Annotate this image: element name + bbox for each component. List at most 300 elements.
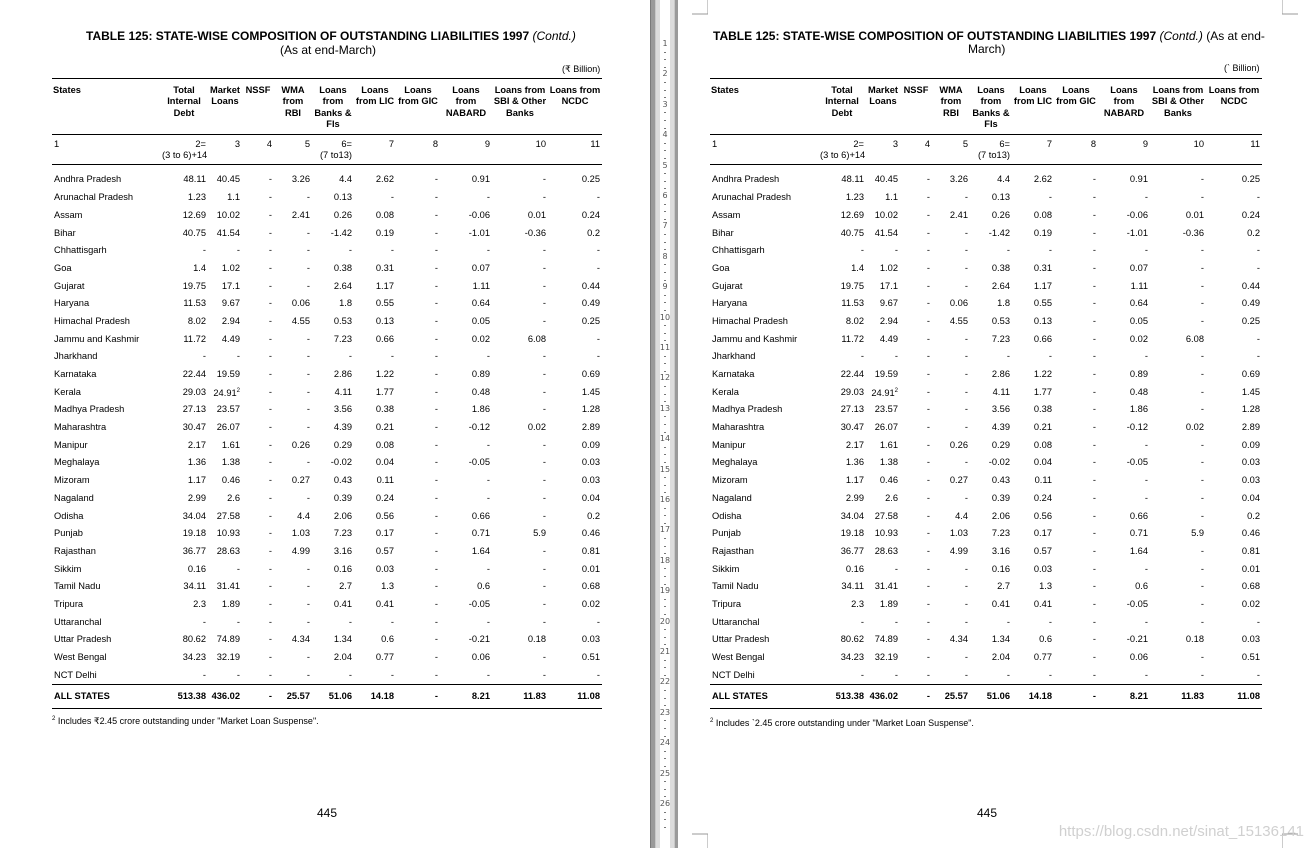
state-name-cell: West Bengal xyxy=(54,652,107,663)
ruler-number: 17 xyxy=(659,525,671,535)
value-cell: 0.24 xyxy=(1241,209,1260,220)
ruler-tick xyxy=(664,340,666,341)
value-cell: 0.03 xyxy=(1241,634,1260,645)
value-cell: 24.91$^2$ xyxy=(213,387,240,398)
value-cell: 0.17 xyxy=(375,528,394,539)
value-cell: 2.94 xyxy=(879,315,898,326)
value-cell: -0.02 xyxy=(330,457,352,468)
column-number: 6= (7 to13) xyxy=(312,134,354,164)
state-name-cell: NCT Delhi xyxy=(54,669,97,680)
table-row xyxy=(710,507,1262,525)
value-cell: - xyxy=(268,386,272,397)
ruler-tick xyxy=(664,67,666,68)
value-cell: 7.23 xyxy=(991,333,1010,344)
value-cell: 2.94 xyxy=(221,315,240,326)
value-cell: - xyxy=(542,298,546,309)
corner-mark-icon xyxy=(692,0,708,16)
column-header: Loans from SBI & Other Banks xyxy=(492,79,548,135)
value-cell: 0.46 xyxy=(879,475,898,486)
value-cell: 0.6 xyxy=(1135,581,1148,592)
value-cell: - xyxy=(268,598,272,609)
value-cell: - xyxy=(542,315,546,326)
corner-mark-icon xyxy=(692,832,708,848)
table-row xyxy=(710,418,1262,436)
ruler-tick xyxy=(664,827,666,828)
value-cell: - xyxy=(1092,351,1096,362)
value-cell: 0.55 xyxy=(375,298,394,309)
state-name-cell: Uttaranchal xyxy=(54,616,102,627)
value-cell: - xyxy=(486,192,490,203)
state-name-cell: Himachal Pradesh xyxy=(712,315,788,326)
liabilities-table xyxy=(710,78,1262,709)
total-value: 14.18 xyxy=(354,684,396,708)
table-row xyxy=(52,489,602,507)
ruler-tick xyxy=(664,515,666,516)
value-cell: 0.13 xyxy=(991,192,1010,203)
value-cell: 4.99 xyxy=(291,545,310,556)
state-name-cell: Nagaland xyxy=(54,492,94,503)
column-number: 1 xyxy=(710,134,818,164)
value-cell: 0.57 xyxy=(375,545,394,556)
ruler-tick xyxy=(664,249,666,250)
ruler-number: 5 xyxy=(662,160,668,170)
state-name-cell: Meghalaya xyxy=(712,457,758,468)
value-cell: - xyxy=(434,369,438,380)
table-row xyxy=(52,507,602,525)
value-cell: - xyxy=(306,333,310,344)
value-cell: - xyxy=(1144,245,1148,256)
value-cell: 0.41 xyxy=(375,598,394,609)
value-cell: - xyxy=(1200,386,1204,397)
value-cell: 27.13 xyxy=(840,404,864,415)
value-cell: - xyxy=(1092,652,1096,663)
value-cell: - xyxy=(306,245,310,256)
value-cell: - xyxy=(894,616,898,627)
value-cell: - xyxy=(860,245,864,256)
value-cell: 4.4 xyxy=(339,174,352,185)
column-number: 10 xyxy=(492,134,548,164)
table-row xyxy=(52,312,602,330)
value-cell: - xyxy=(348,351,352,362)
value-cell: 2.89 xyxy=(1241,422,1260,433)
value-cell: - xyxy=(268,298,272,309)
value-cell: - xyxy=(926,351,930,362)
column-number: 1 xyxy=(52,134,160,164)
value-cell: 0.71 xyxy=(1129,528,1148,539)
table-row xyxy=(52,436,602,454)
value-cell: 1.17 xyxy=(1033,280,1052,291)
value-cell: 0.01 xyxy=(527,209,546,220)
value-cell: - xyxy=(202,245,206,256)
ruler-tick xyxy=(664,553,666,554)
ruler-tick xyxy=(664,720,666,721)
value-cell: 0.02 xyxy=(1129,333,1148,344)
column-header: States xyxy=(710,79,818,135)
table-row xyxy=(710,401,1262,419)
value-cell: 22.44 xyxy=(182,369,206,380)
value-cell: 0.48 xyxy=(1129,386,1148,397)
value-cell: - xyxy=(306,262,310,273)
value-cell: 23.57 xyxy=(874,404,898,415)
value-cell: - xyxy=(306,280,310,291)
value-cell: 7.23 xyxy=(333,528,352,539)
value-cell: - xyxy=(434,457,438,468)
value-cell: 0.05 xyxy=(1129,315,1148,326)
ruler-tick xyxy=(664,272,666,273)
value-cell: 1.1 xyxy=(885,192,898,203)
value-cell: 0.89 xyxy=(1129,369,1148,380)
value-cell: 0.48 xyxy=(471,386,490,397)
value-cell: - xyxy=(964,192,968,203)
column-header: Loans from NABARD xyxy=(1098,79,1150,135)
value-cell: 0.03 xyxy=(1241,475,1260,486)
value-cell: 0.01 xyxy=(1241,563,1260,574)
value-cell: - xyxy=(926,439,930,450)
table-row xyxy=(52,188,602,206)
value-cell: 7.23 xyxy=(991,528,1010,539)
value-cell: 0.26 xyxy=(991,209,1010,220)
value-cell: 0.56 xyxy=(375,510,394,521)
value-cell: 0.04 xyxy=(1033,457,1052,468)
value-cell: 0.07 xyxy=(1129,262,1148,273)
value-cell: 4.49 xyxy=(221,333,240,344)
ruler-number: 26 xyxy=(659,799,671,808)
value-cell: - xyxy=(268,439,272,450)
value-cell: 5.9 xyxy=(1191,528,1204,539)
value-cell: 2.7 xyxy=(339,581,352,592)
value-cell: - xyxy=(1092,669,1096,680)
value-cell: - xyxy=(268,404,272,415)
value-cell: - xyxy=(894,351,898,362)
value-cell: 10.02 xyxy=(216,209,240,220)
ruler-tick xyxy=(664,637,666,638)
value-cell: 2.86 xyxy=(991,369,1010,380)
value-cell: - xyxy=(1092,475,1096,486)
value-cell: 0.25 xyxy=(1241,174,1260,185)
state-name-cell: Goa xyxy=(712,262,730,273)
table-row xyxy=(710,648,1262,666)
value-cell: - xyxy=(1200,669,1204,680)
value-cell: 27.13 xyxy=(182,404,206,415)
value-cell: 0.03 xyxy=(375,563,394,574)
ruler-number: 4 xyxy=(662,130,668,140)
unit-label: (` Billion) xyxy=(1224,63,1260,73)
value-cell: 0.51 xyxy=(581,652,600,663)
ruler-tick xyxy=(664,546,666,547)
state-name-cell: Chhattisgarh xyxy=(54,245,107,256)
value-cell: 2.04 xyxy=(991,652,1010,663)
value-cell: - xyxy=(306,652,310,663)
ruler-tick xyxy=(664,698,666,699)
value-cell: 27.58 xyxy=(874,510,898,521)
ruler-number: 15 xyxy=(659,464,671,474)
value-cell: - xyxy=(434,439,438,450)
state-name-cell: Sikkim xyxy=(54,563,82,574)
value-cell: 32.19 xyxy=(216,652,240,663)
value-cell: - xyxy=(1144,475,1148,486)
state-name-cell: Tamil Nadu xyxy=(54,581,101,592)
table-row xyxy=(710,383,1262,401)
value-cell: - xyxy=(306,192,310,203)
value-cell: -0.36 xyxy=(1182,227,1204,238)
value-cell: 74.89 xyxy=(216,634,240,645)
ruler-tick xyxy=(664,432,666,433)
value-cell: 0.25 xyxy=(581,174,600,185)
ruler-number: 9 xyxy=(662,282,668,292)
state-name-cell: Goa xyxy=(54,262,72,273)
ruler-tick xyxy=(664,90,666,91)
value-cell: - xyxy=(434,581,438,592)
value-cell: 0.6 xyxy=(477,581,490,592)
value-cell: 1.28 xyxy=(1241,404,1260,415)
ruler-number: 3 xyxy=(662,99,668,109)
value-cell: - xyxy=(1200,475,1204,486)
value-cell: 0.06 xyxy=(949,298,968,309)
value-cell: 0.43 xyxy=(333,475,352,486)
value-cell: 0.09 xyxy=(1241,439,1260,450)
column-number: 7 xyxy=(1012,134,1054,164)
value-cell: - xyxy=(542,581,546,592)
ruler-tick xyxy=(664,477,666,478)
value-cell: 0.2 xyxy=(1247,227,1260,238)
value-cell: 4.55 xyxy=(949,315,968,326)
value-cell: 0.6 xyxy=(1039,634,1052,645)
table-row xyxy=(52,241,602,259)
value-cell: 0.38 xyxy=(1033,404,1052,415)
value-cell: - xyxy=(434,209,438,220)
state-name-cell: Bihar xyxy=(54,227,76,238)
table-row xyxy=(52,454,602,472)
corner-mark-icon xyxy=(1282,0,1298,16)
value-cell: 0.09 xyxy=(581,439,600,450)
ruler-number: 19 xyxy=(659,586,671,596)
value-cell: 0.53 xyxy=(991,315,1010,326)
value-cell: 0.44 xyxy=(1241,280,1260,291)
column-header: NSSF xyxy=(900,79,932,135)
ruler-number: 20 xyxy=(659,616,671,626)
value-cell: - xyxy=(1200,563,1204,574)
ruler-tick xyxy=(664,789,666,790)
value-cell: 10.93 xyxy=(216,528,240,539)
value-cell: - xyxy=(1200,545,1204,556)
ruler-tick xyxy=(664,173,666,174)
total-value: 436.02 xyxy=(866,684,900,708)
value-cell: 1.77 xyxy=(1033,386,1052,397)
table-row xyxy=(52,613,602,631)
ruler-tick xyxy=(664,705,666,706)
value-cell: 0.11 xyxy=(1034,475,1052,486)
value-cell: - xyxy=(1092,298,1096,309)
ruler-tick xyxy=(664,242,666,243)
value-cell: 0.04 xyxy=(1241,492,1260,503)
value-cell: - xyxy=(486,563,490,574)
value-cell: 74.89 xyxy=(874,634,898,645)
state-name-cell: Uttar Pradesh xyxy=(54,634,112,645)
value-cell: - xyxy=(964,598,968,609)
state-name-cell: Andhra Pradesh xyxy=(712,174,780,185)
ruler-number: 6 xyxy=(662,191,668,200)
value-cell: 1.28 xyxy=(581,404,600,415)
value-cell: - xyxy=(542,280,546,291)
value-cell: 3.56 xyxy=(333,404,352,415)
ruler-tick xyxy=(664,508,666,509)
value-cell: 11.72 xyxy=(183,333,206,344)
ruler-tick xyxy=(664,120,666,121)
value-cell: 24.91$^2$ xyxy=(871,387,898,398)
value-cell: - xyxy=(542,245,546,256)
value-cell: 28.63 xyxy=(216,545,240,556)
value-cell: 0.43 xyxy=(991,475,1010,486)
table-row xyxy=(52,401,602,419)
value-cell: - xyxy=(1200,280,1204,291)
total-value: 11.83 xyxy=(492,684,548,708)
value-cell: - xyxy=(390,669,394,680)
value-cell: 2.62 xyxy=(375,174,394,185)
value-cell: 0.38 xyxy=(991,262,1010,273)
value-cell: - xyxy=(1092,333,1096,344)
value-cell: - xyxy=(1256,192,1260,203)
ruler-tick xyxy=(664,264,666,265)
value-cell: 0.08 xyxy=(375,439,394,450)
value-cell: - xyxy=(1092,280,1096,291)
total-value: - xyxy=(396,684,440,708)
value-cell: 2.6 xyxy=(885,492,898,503)
value-cell: - xyxy=(434,616,438,627)
value-cell: 17.1 xyxy=(879,280,898,291)
column-number: 3 xyxy=(208,134,242,164)
value-cell: 0.04 xyxy=(581,492,600,503)
value-cell: 1.3 xyxy=(1039,581,1052,592)
value-cell: 1.1 xyxy=(227,192,240,203)
value-cell: - xyxy=(1092,404,1096,415)
column-header: NSSF xyxy=(242,79,274,135)
state-name-cell: Chhattisgarh xyxy=(712,245,765,256)
value-cell: 0.39 xyxy=(333,492,352,503)
ruler-tick xyxy=(664,188,666,189)
ruler-tick xyxy=(664,758,666,759)
value-cell: - xyxy=(1256,616,1260,627)
value-cell: - xyxy=(268,616,272,627)
column-header: Loans from GIC xyxy=(1054,79,1098,135)
column-number: 11 xyxy=(1206,134,1262,164)
ruler-number: 14 xyxy=(659,434,671,444)
value-cell: - xyxy=(542,404,546,415)
value-cell: 1.22 xyxy=(1033,369,1052,380)
vertical-ruler[interactable] xyxy=(655,0,675,848)
table-row xyxy=(52,631,602,649)
value-cell: 0.13 xyxy=(1033,315,1052,326)
value-cell: 0.55 xyxy=(1033,298,1052,309)
value-cell: -1.42 xyxy=(330,227,352,238)
ruler-tick xyxy=(664,82,666,83)
ruler-tick xyxy=(664,667,666,668)
value-cell: 1.02 xyxy=(221,262,240,273)
state-name-cell: Assam xyxy=(54,209,83,220)
ruler-tick xyxy=(664,295,666,296)
value-cell: - xyxy=(236,351,240,362)
value-cell: 2.64 xyxy=(991,280,1010,291)
value-cell: 0.66 xyxy=(375,333,394,344)
value-cell: 1.64 xyxy=(471,545,490,556)
value-cell: 48.11 xyxy=(183,174,206,185)
value-cell: 4.39 xyxy=(991,422,1010,433)
value-cell: 4.39 xyxy=(333,422,352,433)
value-cell: 0.2 xyxy=(587,227,600,238)
state-name-cell: Odisha xyxy=(712,510,742,521)
value-cell: 9.67 xyxy=(879,298,898,309)
ruler-tick xyxy=(664,371,666,372)
value-cell: - xyxy=(434,475,438,486)
value-cell: - xyxy=(926,457,930,468)
value-cell: - xyxy=(926,386,930,397)
value-cell: 0.13 xyxy=(375,315,394,326)
value-cell: 30.47 xyxy=(840,422,864,433)
value-cell: 0.19 xyxy=(375,227,394,238)
value-cell: - xyxy=(1200,174,1204,185)
value-cell: 0.19 xyxy=(1033,227,1052,238)
state-name-cell: Manipur xyxy=(712,439,746,450)
value-cell: 11.72 xyxy=(841,333,864,344)
value-cell: - xyxy=(1144,439,1148,450)
ruler-number: 25 xyxy=(659,768,671,778)
value-cell: 0.77 xyxy=(375,652,394,663)
state-name-cell: Tripura xyxy=(712,598,742,609)
value-cell: 11.53 xyxy=(841,298,864,309)
value-cell: 34.11 xyxy=(841,581,864,592)
value-cell: - xyxy=(306,422,310,433)
value-cell: -0.06 xyxy=(468,209,490,220)
value-cell: - xyxy=(1006,616,1010,627)
value-cell: 29.03 xyxy=(182,386,206,397)
value-cell: - xyxy=(434,245,438,256)
value-cell: - xyxy=(860,616,864,627)
value-cell: - xyxy=(202,616,206,627)
value-cell: 1.17 xyxy=(187,475,206,486)
column-header: Loans from LIC xyxy=(354,79,396,135)
value-cell: - xyxy=(1092,616,1096,627)
value-cell: 0.66 xyxy=(1033,333,1052,344)
value-cell: 1.22 xyxy=(375,369,394,380)
table-row xyxy=(710,206,1262,224)
value-cell: - xyxy=(926,262,930,273)
table-subtitle: (As at end-March) xyxy=(280,43,377,57)
table-row xyxy=(710,560,1262,578)
column-header: WMA from RBI xyxy=(932,79,970,135)
value-cell: - xyxy=(542,192,546,203)
value-cell: 0.53 xyxy=(333,315,352,326)
value-cell: - xyxy=(542,351,546,362)
value-cell: 40.45 xyxy=(874,174,898,185)
value-cell: 1.86 xyxy=(471,404,490,415)
value-cell: 0.66 xyxy=(1129,510,1148,521)
column-number: 9 xyxy=(1098,134,1150,164)
value-cell: 8.02 xyxy=(845,315,864,326)
ruler-tick xyxy=(664,181,666,182)
value-cell: 1.38 xyxy=(221,457,240,468)
value-cell: 0.02 xyxy=(527,422,546,433)
state-name-cell: Gujarat xyxy=(54,280,85,291)
state-name-cell: Kerala xyxy=(54,386,81,397)
ruler-tick xyxy=(664,576,666,577)
table-row xyxy=(52,259,602,277)
value-cell: 0.24 xyxy=(375,492,394,503)
value-cell: - xyxy=(268,545,272,556)
value-cell: 4.34 xyxy=(949,634,968,645)
state-name-cell: Tamil Nadu xyxy=(712,581,759,592)
value-cell: 0.68 xyxy=(1241,581,1260,592)
value-cell: 0.27 xyxy=(949,475,968,486)
value-cell: - xyxy=(434,652,438,663)
